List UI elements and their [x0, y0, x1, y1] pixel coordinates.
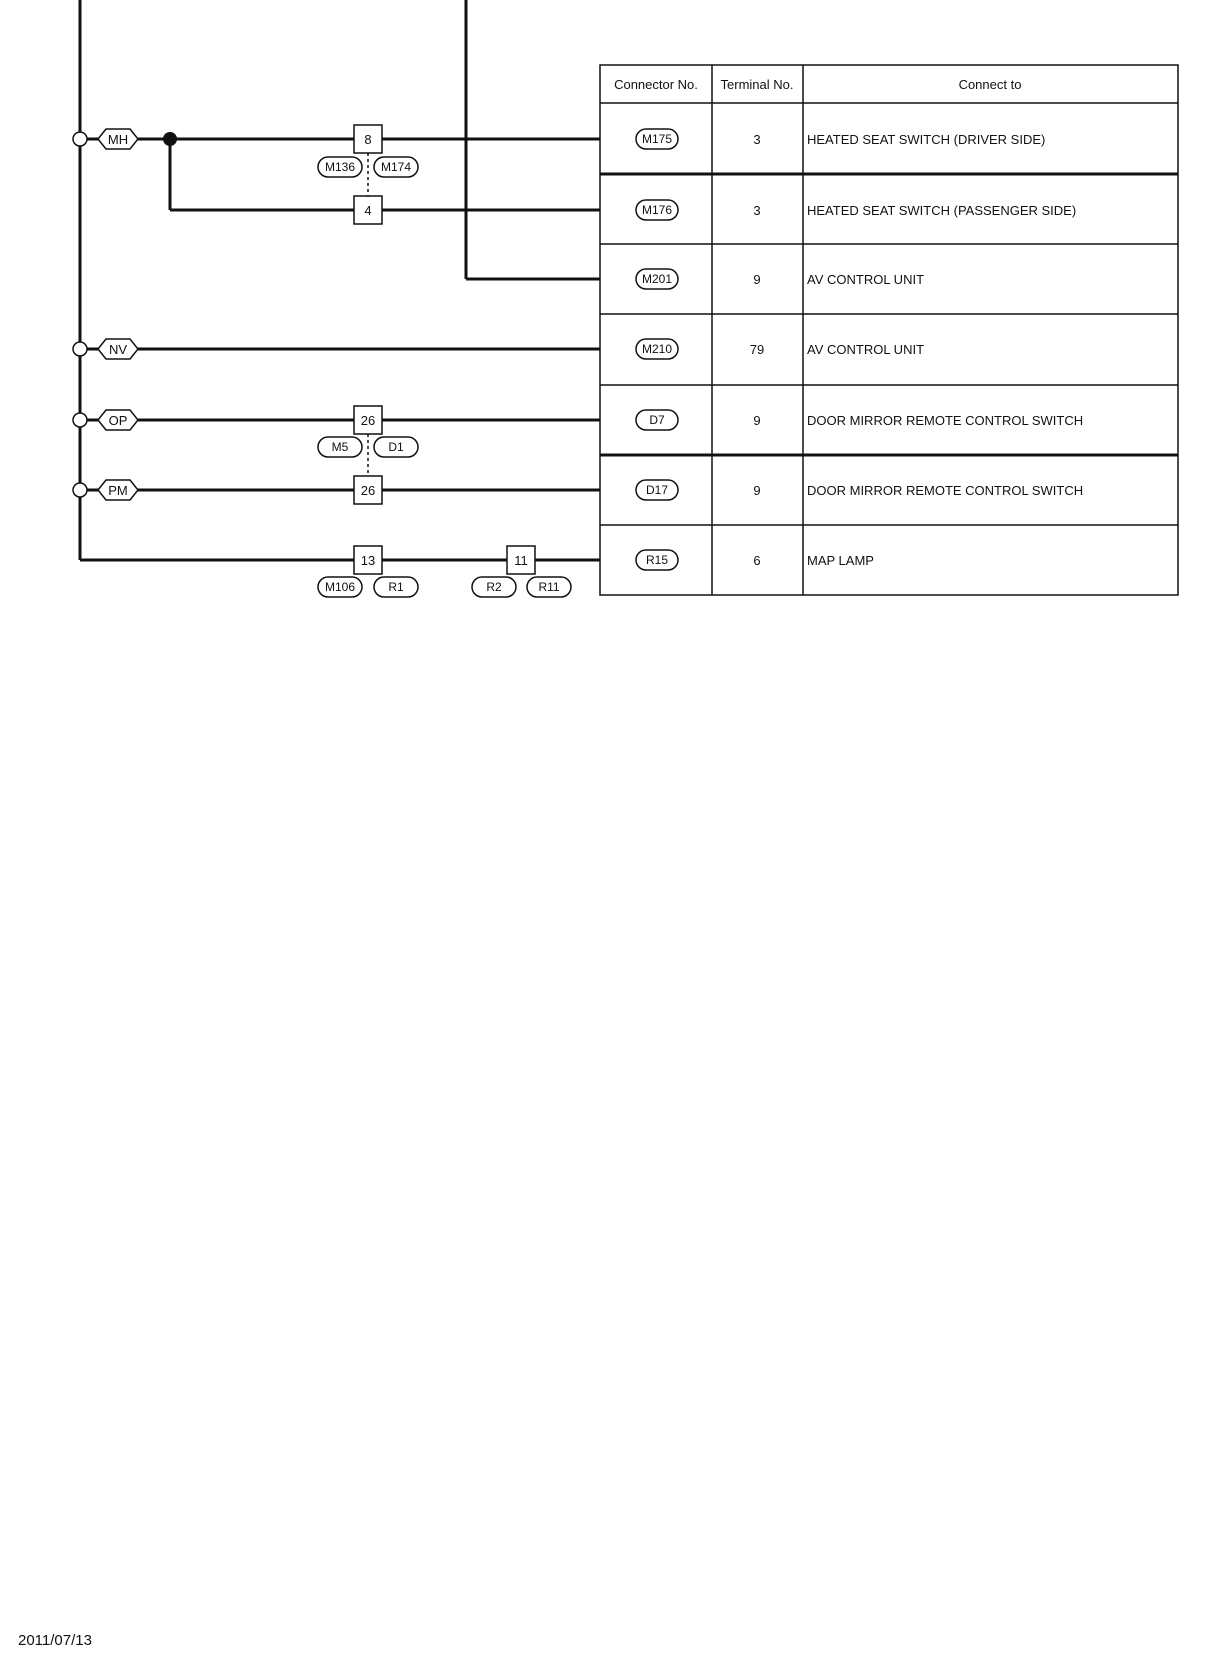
table-row: [636, 480, 1083, 500]
connector-tag-d1: [374, 437, 418, 457]
svg-text:M5: M5: [331, 440, 349, 454]
svg-text:OP: OP: [108, 413, 128, 428]
svg-text:NV: NV: [108, 342, 128, 357]
connector-tag-m5: [318, 437, 362, 457]
row-terminal: 6: [753, 553, 761, 568]
svg-text:R11: R11: [538, 580, 560, 594]
junction-terminal-26-op: [354, 406, 382, 434]
svg-text:13: 13: [360, 553, 376, 568]
svg-text:26: 26: [360, 413, 376, 428]
row-terminal: 3: [753, 132, 761, 147]
bus-node-nv: [73, 342, 87, 356]
row-connector: M201: [641, 272, 673, 286]
svg-text:R1: R1: [388, 580, 404, 594]
connector-tag-m106: [318, 577, 362, 597]
row-terminal: 79: [749, 342, 765, 357]
table-header-terminal: Terminal No.: [720, 77, 794, 92]
row-connect-to: HEATED SEAT SWITCH (PASSENGER SIDE): [807, 203, 1077, 218]
junction-terminal-11: [507, 546, 535, 574]
svg-text:4: 4: [364, 203, 372, 218]
connector-tag-r11: [527, 577, 571, 597]
branch-tag-pm: [98, 480, 138, 500]
branch-tag-op: [98, 410, 138, 430]
svg-text:R2: R2: [486, 580, 502, 594]
splice-point: [163, 132, 177, 146]
bus-node-mh: [73, 132, 87, 146]
junction-terminal-4: [354, 196, 382, 224]
svg-text:26: 26: [360, 483, 376, 498]
row-connector: D17: [645, 483, 669, 497]
row-connector: M210: [641, 342, 673, 356]
bus-node-op: [73, 413, 87, 427]
row-terminal: 9: [753, 483, 761, 498]
connector-tag-r1: [374, 577, 418, 597]
table-row: [636, 410, 1083, 430]
row-connect-to: HEATED SEAT SWITCH (DRIVER SIDE): [807, 132, 1046, 147]
footer-date: 2011/07/13: [18, 1632, 92, 1649]
row-connector: M175: [641, 132, 673, 146]
junction-terminal-26-pm: [354, 476, 382, 504]
svg-text:MH: MH: [107, 132, 129, 147]
junction-terminal-8: [354, 125, 382, 153]
table-row: [636, 550, 874, 570]
connector-tag-m174: [374, 157, 418, 177]
row-connect-to: MAP LAMP: [807, 553, 874, 568]
row-connector: R15: [645, 553, 669, 567]
svg-text:M106: M106: [324, 580, 356, 594]
row-connect-to: AV CONTROL UNIT: [807, 272, 925, 287]
junction-terminal-13: [354, 546, 382, 574]
row-connector: D7: [649, 413, 665, 427]
bus-node-pm: [73, 483, 87, 497]
table-header-connect-to: Connect to: [958, 77, 1022, 92]
branch-tag-nv: [98, 339, 138, 359]
wiring-diagram: [0, 0, 1216, 660]
connector-tag-m136: [318, 157, 362, 177]
svg-text:8: 8: [364, 132, 372, 147]
svg-text:PM: PM: [108, 483, 128, 498]
svg-text:D1: D1: [388, 440, 404, 454]
svg-text:11: 11: [514, 553, 528, 568]
svg-text:M174: M174: [380, 160, 412, 174]
row-connect-to: AV CONTROL UNIT: [807, 342, 925, 357]
table-row: [636, 339, 924, 359]
row-connect-to: DOOR MIRROR REMOTE CONTROL SWITCH: [807, 413, 1084, 428]
row-terminal: 9: [753, 413, 761, 428]
branch-tag-mh: [98, 129, 138, 149]
table-row: [636, 269, 924, 289]
row-terminal: 3: [753, 203, 761, 218]
row-connector: M176: [641, 203, 673, 217]
row-connect-to: DOOR MIRROR REMOTE CONTROL SWITCH: [807, 483, 1084, 498]
table-row: [636, 129, 1045, 149]
table-header-connector: Connector No.: [614, 77, 698, 92]
table-row: [636, 200, 1076, 220]
svg-text:M136: M136: [324, 160, 356, 174]
row-terminal: 9: [753, 272, 761, 287]
connector-tag-r2: [472, 577, 516, 597]
